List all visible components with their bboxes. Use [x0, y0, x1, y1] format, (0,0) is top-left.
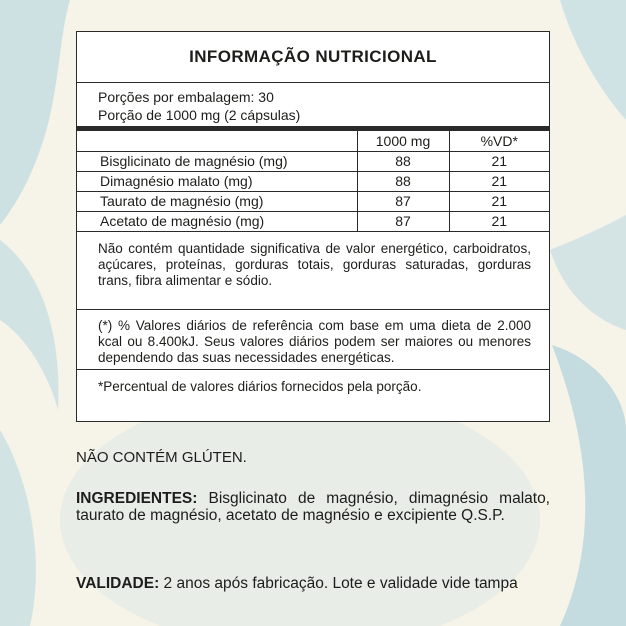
- nutrient-vd: 21: [449, 211, 549, 231]
- ingredients-block: [76, 490, 550, 524]
- nutrition-table: [77, 131, 549, 232]
- nutrient-vd: 21: [449, 191, 549, 211]
- note-nutrients: Não contém quantidade significativa de valor energético, carboidratos, açúcares, proteínas, gorduras totais, gorduras saturadas, gorduras trans, fibra alimentar e sódio.: [77, 232, 549, 310]
- ingredients-label: INGREDIENTES:: [76, 490, 198, 507]
- nutrient-qty: 88: [357, 151, 449, 171]
- leaf-shape: [0, 0, 70, 225]
- portion-info: [77, 83, 549, 131]
- nutrient-name: Taurato de magnésio (mg): [77, 191, 357, 211]
- nutrient-name: Acetato de magnésio (mg): [77, 211, 357, 231]
- nutrient-name: Dimagnésio malato (mg): [77, 171, 357, 191]
- gluten-statement: NÃO CONTÉM GLÚTEN.: [76, 449, 247, 466]
- note-percent: *Percentual de valores diários fornecidos pela porção.: [98, 378, 422, 394]
- table-header-row: [77, 131, 549, 151]
- leaf-shape: [550, 215, 626, 330]
- validity-label: VALIDADE:: [76, 575, 160, 592]
- table-row: [77, 151, 549, 171]
- header-qty: 1000 mg: [357, 131, 449, 151]
- validity-text: 2 anos após fabricação. Lote e validade vide tampa: [159, 575, 518, 592]
- ingredients-text: Bisglicinato de magnésio, dimagnésio malato, taurato de magnésio, acetato de magnésio e excipiente Q.S.P.: [76, 490, 550, 524]
- nutrient-qty: 87: [357, 211, 449, 231]
- leaf-shape: [552, 345, 626, 626]
- leaf-shape: [0, 240, 58, 410]
- note-daily-values: (*) % Valores diários de referência com base em uma dieta de 2.000 kcal ou 8.400kJ. Seus valores diários podem ser maiores ou menores dependendo das suas necessidades energéticas.: [77, 310, 549, 370]
- portion-size: Porção de 1000 mg (2 cápsulas): [98, 107, 301, 123]
- header-empty-cell: [77, 131, 357, 151]
- nutrient-name: Bisglicinato de magnésio (mg): [77, 151, 357, 171]
- table-row: [77, 191, 549, 211]
- panel-title: INFORMAÇÃO NUTRICIONAL: [77, 32, 549, 83]
- table-row: [77, 171, 549, 191]
- nutrient-qty: 87: [357, 191, 449, 211]
- header-vd: %VD*: [449, 131, 549, 151]
- nutrient-vd: 21: [449, 171, 549, 191]
- leaf-shape: [0, 430, 36, 626]
- validity-block: [76, 575, 518, 593]
- leaf-shape: [560, 0, 626, 120]
- nutrient-qty: 88: [357, 171, 449, 191]
- portions-per-package: Porções por embalagem: 30: [98, 89, 274, 105]
- table-row: [77, 211, 549, 231]
- nutrition-facts-panel: [76, 31, 550, 422]
- nutrient-vd: 21: [449, 151, 549, 171]
